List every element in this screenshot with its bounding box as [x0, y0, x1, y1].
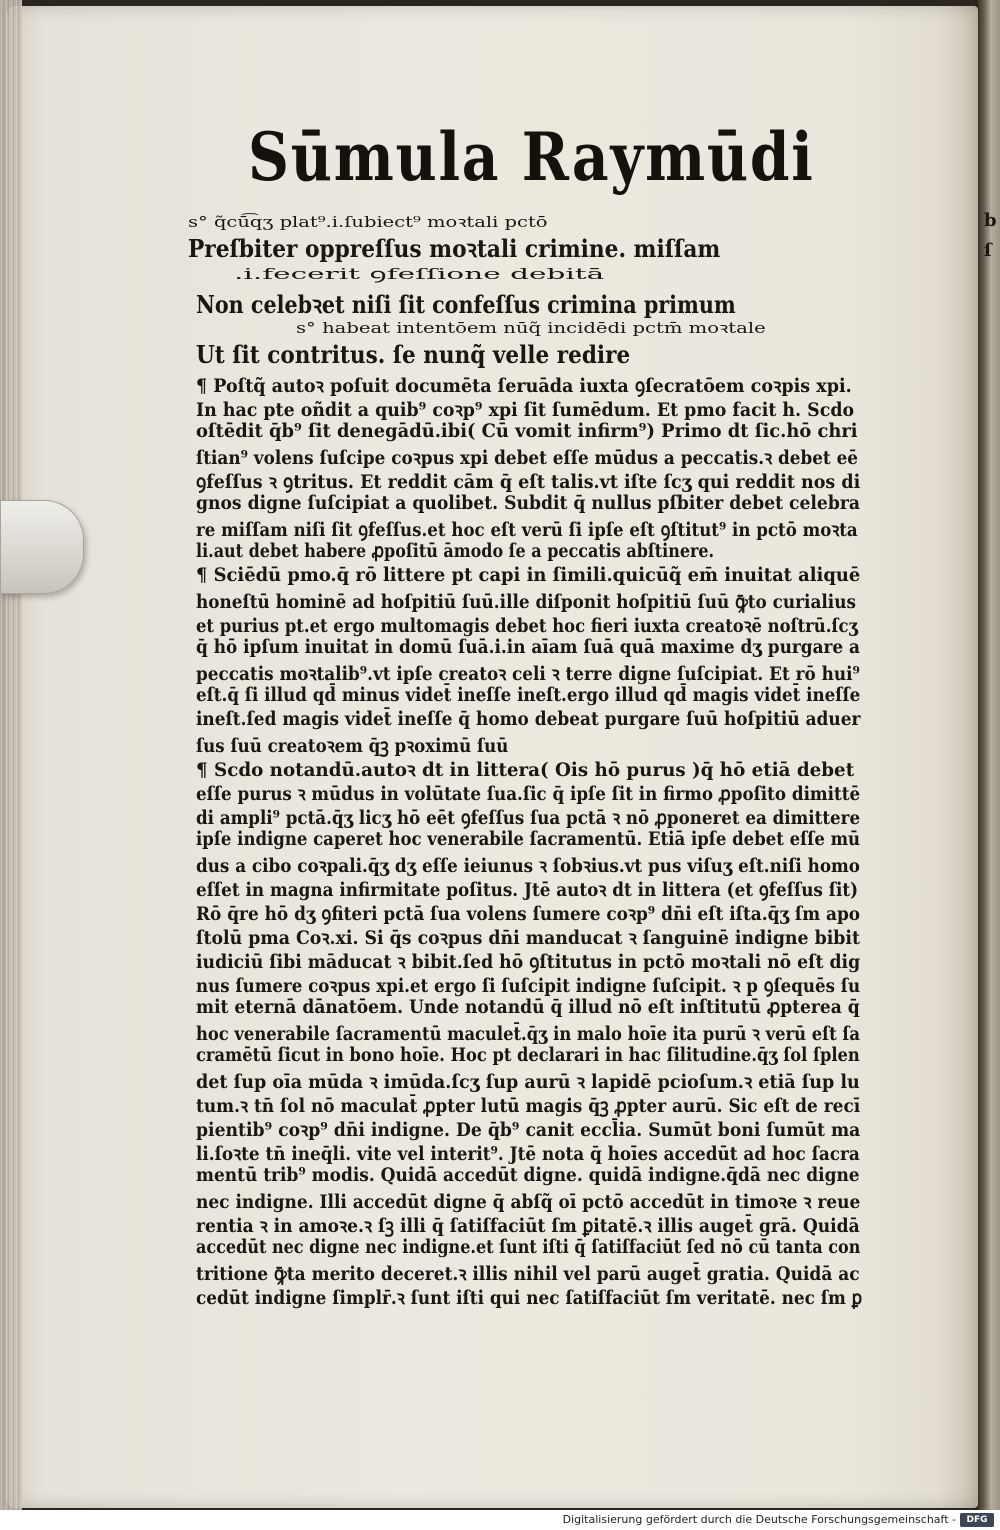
verse-line: Preſbiter oppreſſus moꝛtali crimine. miſſam [188, 234, 721, 263]
gloss-line: s° q̃cū͡qʒ plat⁹.i.ſubiect⁹ moꝛtali pctō [188, 213, 548, 231]
commentary-line: accedūt nec digne nec indigne.et ſunt iſti q̄ ſatiſfaciūt ſed nō cū tanta con [196, 1236, 861, 1258]
commentary-line: oſtēdit q̄b⁹ ſit denegādū.ibi( Cū vomit infirm⁹) Primo dt ſic.hō chri [196, 420, 858, 442]
commentary-line: tritione ꝙ̄ta merito deceret.ꝛ illis nihil vel parū auget̄ gratia. Quidā ac [196, 1263, 860, 1285]
adjacent-page-letter: ſ [984, 240, 992, 261]
commentary-line: ¶ Poſtq̃ autoꝛ poſuit documēta ſeruāda iuxta ꝯſecratōem coꝛpis xpi. [196, 375, 852, 397]
commentary-line: et purius pt.et ergo multomagis debet hoc fieri iuxta creatoꝛē noſtrū.ſcʒ [196, 615, 858, 637]
page-title: Sūmula Raymūdi [248, 118, 815, 196]
commentary-line: eſſet in magna infirmitate poſitus. Jtē autoꝛ dt in littera (et ꝯfeſſus ſit) [196, 879, 859, 901]
commentary-line: cedūt indigne ſimplr̄.ꝛ ſunt iſti qui nec ſatiſfaciūt ſm veritatē. nec ſm ꝑ [196, 1287, 863, 1309]
commentary-line: nec indigne. Illi accedūt digne q̄ abſq̃ oī pctō accedūt in timoꝛe ꝛ reue [196, 1191, 861, 1213]
verse-line: Ut ſit contritus. ſe nunq̃ velle redire [196, 340, 631, 369]
commentary-line: ſtolū pma Coꝛ.xi. Si q̄s coꝛpus dn̄i manducat ꝛ ſanguinē indigne bibit [196, 927, 861, 949]
commentary-line: pientib⁹ coꝛp⁹ dn̄i indigne. De q̄b⁹ canit eccl̄ia. Sumūt boni ſumūt ma [196, 1119, 861, 1141]
commentary-line: q̄ hō ipſum inuitat in domū ſuā.i.in aīam ſuā quā maxime dʒ purgare a [196, 636, 860, 658]
commentary-line: In hac pte oñdit a quib⁹ coꝛp⁹ xpi ſit ſumēdum. Et pmo facit h. Scdo [196, 399, 855, 421]
commentary-line: ſtian⁹ volens ſuſcipe coꝛpus xpi debet eſſe mūdus a peccatis.ꝛ debet eē [196, 447, 859, 469]
commentary-line: nus ſumere coꝛpus xpi.et ergo ſi ſuſcipit indigne ſuſcipit. ꝛ p ꝯſequēs ſu [196, 975, 861, 997]
verse-line: Non celebꝛet niſi ſit confeſſus crimina primum [196, 290, 736, 319]
adjacent-page-letter: b [984, 210, 997, 231]
footer-credit: Digitalisierung gefördert durch die Deutsche Forschungsgemeinschaft - [562, 1513, 956, 1526]
commentary-line: mentū trib⁹ modis. Quidā accedūt digne. quidā indigne.q̄dā nec digne [196, 1164, 860, 1186]
commentary-line: iudiciū ſibi māducat ꝛ bibit.ſed hō ꝯſtitutus in pctō moꝛtali nō eſt dig [196, 951, 861, 973]
commentary-line: cramētū ſicut in bono hoīe. Hoc pt declarari in hac ſilitudine.q̄ʒ ſol ſplen [196, 1044, 860, 1066]
commentary-line: li.aut debet habere ꝓpoſitū āmodo ſe a peccatis abſtinere. [196, 540, 715, 562]
commentary-line: re miſſam niſi ſit ꝯfeſſus.et hoc eſt verū ſi ipſe eſt ꝯſtitut⁹ in pctō moꝛta [196, 519, 858, 541]
gloss-line: s° habeat intentōem nūq̃ incidēdi pctm̄ moꝛtale [296, 319, 766, 337]
commentary-line: li.ſoꝛte tn̄ ineq̄li. vite vel interit⁹. Jtē nota q̄ hoīes accedūt ad hoc ſacra [196, 1143, 860, 1165]
commentary-line: ſus ſuū creatoꝛem q̄ꝫ pꝛoximū ſuū [196, 735, 509, 757]
commentary-line: eſt.q̄ ſi illud qd̄ minus videt̄ ineſſe ineſt.ergo illud qd̄ magis videt̄ ineſſe [196, 684, 861, 706]
commentary-line: peccatis moꝛtalib⁹.vt ipſe creatoꝛ celi ꝛ terre digne ſuſcipiat. Et rō hui⁹ [196, 663, 860, 685]
commentary-line: honeſtū hominē ad hoſpitiū ſuū.ille diſponit hoſpitiū ſuū ꝙ̄to curialius [196, 591, 856, 613]
commentary-line: dus a cibo coꝛpali.q̄ʒ dʒ eſſe ieiunus ꝛ ſobꝛius.vt pus viſuʒ eſt.niſi homo [196, 855, 860, 877]
commentary-line: ¶ Sciēdū pmo.q̄ rō littere pt capi in ſimili.quicūq̃ em̄ inuitat aliquē [196, 564, 861, 586]
commentary-line: gnos digne ſuſcipiat a quolibet. Subdit q̄ nullus pſbiter debet celebra [196, 492, 861, 514]
commentary-line: Rō q̄re hō dʒ ꝯfiteri pctā ſua volens ſumere coꝛp⁹ dn̄i eſt iſta.q̄ʒ ſm apo [196, 903, 861, 925]
commentary-line: di ampli⁹ pctā.q̄ʒ licʒ hō eēt ꝯfeſſus ſua pctā ꝛ nō ꝓponeret ea dimittere [196, 807, 861, 829]
commentary-line: det ſup oīa mūda ꝛ imūda.ſcʒ ſup aurū ꝛ lapidē pcioſum.ꝛ etiā ſup lu [196, 1071, 860, 1093]
commentary-line: ¶ Scdo notandū.autoꝛ dt in littera( Ois hō purus )q̄ hō etiā debet [196, 759, 855, 781]
commentary-line: ineſt.ſed magis videt̄ ineſſe q̄ homo debeat purgare ſuū hoſpitiū aduer [196, 708, 861, 730]
commentary-line: ꝯfeſſus ꝛ ꝯtritus. Et reddit cām q̄ eſt talis.vt iſte ſcʒ qui reddit nos di [196, 471, 861, 493]
commentary-line: hoc venerabile ſacramentū maculet̄.q̄ʒ in malo hoīe ita purū ꝛ verū eſt ſa [196, 1023, 860, 1045]
dfg-logo-icon: DFG [960, 1513, 994, 1527]
commentary-line: ipſe indigne caperet hoc venerabile ſacramentū. Etiā ipſe debet eſſe mū [196, 828, 861, 850]
gloss-line: .i.fecerit ꝯfeſſione debitā [234, 265, 605, 283]
commentary-line: mit eternā dānatōem. Unde notandū q̄ illud nō eſt inſtitutū ꝓpterea q̄ [196, 996, 860, 1018]
commentary-line: rentia ꝛ in amoꝛe.ꝛ ſꝫ illi q̄ ſatiſfaciūt ſm ꝑitatē.ꝛ illis auget̄ grā. Quidā [196, 1215, 860, 1237]
commentary-line: tum.ꝛ tn̄ ſol nō maculat̄ ꝓpter lutū magis q̄ꝫ ꝓpter aurū. Sic eſt de recī [196, 1095, 861, 1117]
footer-bar [0, 1510, 1000, 1530]
commentary-line: eſſe purus ꝛ mūdus in volūtate ſua.ſic q̄ ipſe ſit in firmo ꝓpoſito dimittē [196, 783, 861, 805]
